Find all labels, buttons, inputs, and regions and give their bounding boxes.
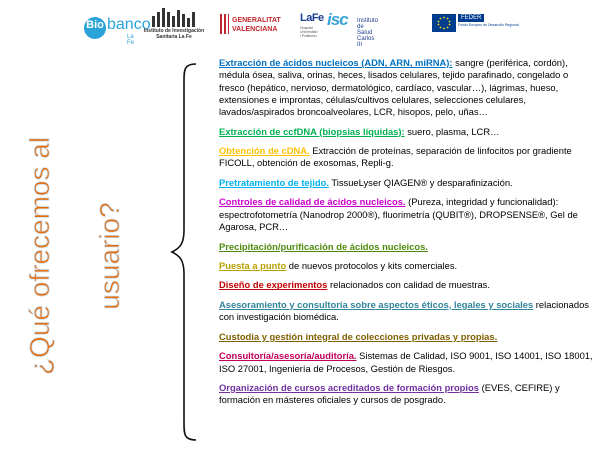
service-item	[219, 279, 595, 291]
biobanco-banco-text: banco	[107, 16, 151, 33]
service-item	[219, 299, 595, 324]
service-text: TissueLyser QIAGEN® y desparafinización.	[328, 176, 513, 188]
service-title: Asesoramiento y consultoría sobre aspectos éticos, legales y sociales	[219, 298, 534, 310]
service-item	[219, 241, 595, 253]
service-text: Sistemas de Calidad, ISO 9001, ISO 14001, ISO 18001, ISO 27001, Ingeniería de Procesos, Gestión de Riesgos.	[219, 350, 593, 374]
iis-line1: Instituto de Investigación	[143, 28, 205, 34]
service-text: de nuevos protocolos y kits comerciales.	[286, 259, 458, 271]
logo-bar	[0, 0, 600, 48]
side-title-line2: usuario?	[94, 202, 125, 310]
feder-title: FEDER	[458, 14, 484, 22]
lafe-sub3: i Politècnic	[300, 34, 317, 38]
feder-box	[458, 14, 520, 36]
generalitat-crest-icon	[219, 14, 229, 34]
service-text: suero, plasma, LCR…	[404, 125, 500, 137]
isciii-mark: isc	[327, 10, 348, 29]
lafe-sub1: Hospital	[300, 26, 313, 30]
side-title-svg	[4, 86, 164, 426]
service-title: Extracción de ccfDNA (biopsias líquidas):	[219, 125, 405, 137]
service-item	[219, 126, 595, 138]
services-list	[219, 57, 595, 407]
service-text: relacionados con investigación biomédica.	[219, 298, 589, 323]
lafe-sub2: Universitari	[300, 30, 318, 34]
service-title: Controles de calidad de ácidos nucleicos.	[219, 196, 406, 208]
service-item	[219, 196, 595, 233]
service-item	[219, 145, 595, 170]
service-item	[219, 177, 595, 189]
service-text: sangre (periférica, cordón), médula ósea, saliva, orinas, heces, lisados celulares, tejido parafinado, congelado o fresco (hepático, nervioso, dermatológico, cardíaco, vascular…), lágrimas, hueso, extensiones e improntas, células/cultivos celulares, selecciones celulares, lavados/aspirados broncoalveolares, LCR, hisopos, pelo, uñas…	[219, 57, 569, 118]
side-title	[4, 86, 164, 426]
eu-flag-icon	[432, 14, 456, 32]
service-text: (Pureza, integridad y funcionalidad): espectrofotometría (Nanodrop 2000®), fluorimetría (QUBIT®), DROPSENSE®, Gel de Agarosa, PCR…	[219, 196, 578, 233]
feder-subtitle: Fondo Europeo de Desarrollo Regional	[458, 23, 519, 27]
service-title: Precipitación/purificación de ácidos nucleicos.	[219, 240, 428, 252]
curly-brace	[170, 62, 200, 442]
service-text: (EVES, CEFIRE) y formación en másteres oficiales y cursos de posgrado.	[219, 382, 560, 406]
service-text: relacionados con calidad de muestras.	[327, 279, 490, 291]
service-title: Consultoría/asesoría/auditoría.	[219, 350, 357, 362]
service-item	[219, 331, 595, 343]
iis-lafe-text	[143, 28, 205, 40]
service-title: Pretratamiento de tejido.	[219, 176, 329, 188]
service-title: Extracción de ácidos nucleicos (ADN, ARN, miRNA):	[219, 57, 453, 68]
service-item	[219, 382, 595, 407]
service-text: Extracción de proteínas, separación de linfocitos por gradiente FICOLL, obtención de exosomas, Repli-g.	[219, 145, 572, 169]
biobanco-lafe-text: La Fe	[127, 34, 135, 46]
service-title: Custodia y gestión integral de colecciones privadas y propias.	[219, 330, 498, 342]
lafe-hospital-subtitle	[300, 26, 318, 38]
service-title: Obtención de cDNA.	[219, 145, 310, 157]
service-item	[219, 260, 595, 272]
service-title: Organización de cursos acreditados de formación propios	[219, 382, 479, 393]
service-title: Puesta a punto	[219, 259, 287, 271]
generalitat-line1: GENERALITAT	[232, 17, 281, 24]
isciii-text: Instituto de Salud Carlos III	[357, 18, 379, 48]
generalitat-line2: VALENCIANA	[232, 26, 278, 33]
lafe-hospital-name: LaFe	[300, 12, 324, 24]
iis-building-icon	[148, 6, 202, 28]
service-title: Diseño de experimentos	[219, 279, 328, 291]
iis-line2: Sanitaria La Fe	[156, 34, 192, 40]
generalitat-text	[232, 16, 281, 34]
service-item	[219, 350, 595, 375]
side-title-line1: ¿Qué ofrecemos al	[24, 136, 55, 376]
biobanco-bio-text: Bio	[86, 19, 104, 31]
service-item	[219, 57, 595, 118]
